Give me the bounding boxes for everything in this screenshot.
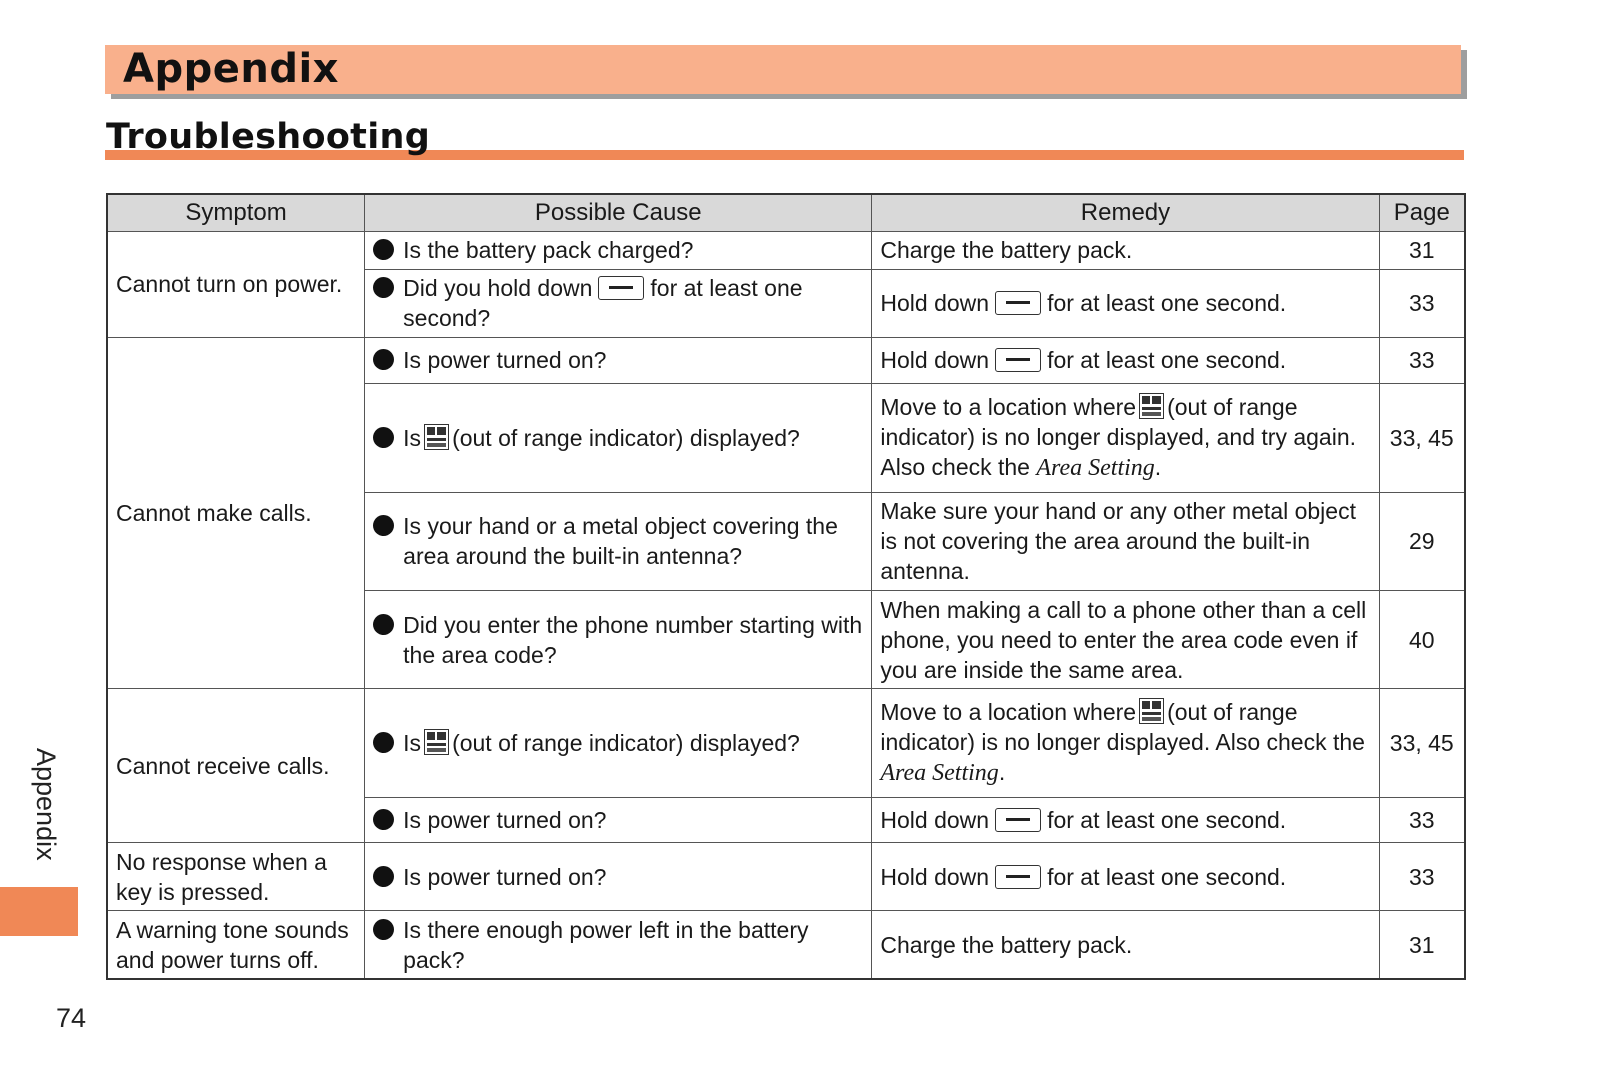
page-ref: 33 bbox=[1379, 797, 1465, 842]
remedy-cell: When making a call to a phone other than a cell phone, you need to enter the area code even if you are inside the same area. bbox=[872, 590, 1379, 688]
cause-cell bbox=[365, 797, 872, 842]
bullet-icon bbox=[373, 349, 394, 370]
page-ref: 31 bbox=[1379, 231, 1465, 269]
remedy-cell: Charge the battery pack. bbox=[872, 911, 1379, 979]
symptom-cell: Cannot make calls. bbox=[107, 337, 365, 688]
remedy-text: Move to a location where bbox=[880, 699, 1137, 726]
remedy-cell: Make sure your hand or any other metal object is not covering the area around the built-in antenna. bbox=[872, 492, 1379, 590]
end-key-icon bbox=[995, 808, 1041, 832]
side-section-label: Appendix bbox=[31, 748, 61, 861]
cause-text: Is the battery pack charged? bbox=[403, 237, 694, 264]
remedy-text: Move to a location where bbox=[880, 394, 1137, 421]
remedy-text-cont: for at least one second. bbox=[1047, 290, 1287, 317]
area-setting-ref: Area Setting bbox=[1036, 455, 1155, 482]
cause-text-cont: (out of range indicator) displayed? bbox=[452, 424, 800, 451]
page-ref: 29 bbox=[1379, 492, 1465, 590]
page-ref: 33, 45 bbox=[1379, 689, 1465, 797]
symptom-cell: Cannot turn on power. bbox=[107, 231, 365, 337]
cause-cell bbox=[365, 384, 872, 492]
cause-text: Is bbox=[403, 424, 422, 451]
column-header-cause: Possible Cause bbox=[365, 194, 872, 231]
remedy-text-cont: (out of range indicator) is no longer displayed, and try again. Also check the bbox=[880, 394, 1357, 481]
cause-cell bbox=[365, 231, 872, 269]
end-key-icon bbox=[995, 291, 1041, 315]
remedy-text: Hold down bbox=[880, 806, 990, 833]
cause-text: Did you hold down bbox=[403, 275, 593, 302]
cause-text: Is power turned on? bbox=[403, 347, 607, 374]
page-ref: 33, 45 bbox=[1379, 384, 1465, 492]
out-of-range-icon bbox=[424, 424, 449, 450]
remedy-cell: Charge the battery pack. bbox=[872, 231, 1379, 269]
bullet-icon bbox=[373, 732, 394, 753]
table-row bbox=[107, 842, 1465, 910]
table-row bbox=[107, 911, 1465, 979]
bullet-icon bbox=[373, 239, 394, 260]
column-header-remedy: Remedy bbox=[872, 194, 1379, 231]
troubleshooting-table bbox=[106, 193, 1466, 980]
symptom-cell: No response when a key is pressed. bbox=[107, 842, 365, 910]
page-ref: 33 bbox=[1379, 269, 1465, 337]
symptom-cell: Cannot receive calls. bbox=[107, 689, 365, 843]
cause-cell bbox=[365, 842, 872, 910]
remedy-cell bbox=[872, 337, 1379, 383]
cause-text: Did you enter the phone number starting with the area code? bbox=[403, 611, 863, 668]
bullet-icon bbox=[373, 515, 394, 536]
out-of-range-icon bbox=[1139, 393, 1164, 419]
remedy-text-cont: for at least one second. bbox=[1047, 347, 1287, 374]
bullet-icon bbox=[373, 866, 394, 887]
section-title: Troubleshooting bbox=[106, 117, 431, 157]
page-ref: 33 bbox=[1379, 842, 1465, 910]
remedy-text-cont: for at least one second. bbox=[1047, 806, 1287, 833]
cause-text: Is power turned on? bbox=[403, 863, 607, 890]
remedy-text-cont: (out of range indicator) is no longer displayed. Also check the bbox=[880, 699, 1365, 756]
cause-text: Is your hand or a metal object covering the area around the built-in antenna? bbox=[403, 513, 838, 570]
cause-cell bbox=[365, 911, 872, 979]
table-row bbox=[107, 231, 1465, 269]
cause-cell bbox=[365, 689, 872, 797]
remedy-cell bbox=[872, 842, 1379, 910]
page-ref: 31 bbox=[1379, 911, 1465, 979]
end-key-icon bbox=[995, 348, 1041, 372]
side-section-tab bbox=[0, 887, 78, 936]
remedy-text: Hold down bbox=[880, 863, 990, 890]
page-ref: 33 bbox=[1379, 337, 1465, 383]
table-row bbox=[107, 337, 1465, 383]
cause-text-cont: (out of range indicator) displayed? bbox=[452, 729, 800, 756]
bullet-icon bbox=[373, 614, 394, 635]
out-of-range-icon bbox=[424, 729, 449, 755]
remedy-text: Hold down bbox=[880, 290, 990, 317]
end-key-icon bbox=[995, 865, 1041, 889]
remedy-cell bbox=[872, 689, 1379, 797]
cause-cell bbox=[365, 269, 872, 337]
bullet-icon bbox=[373, 427, 394, 448]
remedy-cell bbox=[872, 797, 1379, 842]
cause-text: Is there enough power left in the battery pack? bbox=[403, 916, 809, 973]
end-key-icon bbox=[598, 276, 644, 300]
cause-text: Is bbox=[403, 729, 422, 756]
bullet-icon bbox=[373, 809, 394, 830]
remedy-text-end: . bbox=[998, 759, 1006, 786]
appendix-header-bar bbox=[105, 45, 1461, 94]
cause-cell bbox=[365, 590, 872, 688]
remedy-text: Hold down bbox=[880, 347, 990, 374]
out-of-range-icon bbox=[1139, 698, 1164, 724]
cause-text: Is power turned on? bbox=[403, 806, 607, 833]
cause-cell bbox=[365, 337, 872, 383]
remedy-text-end: . bbox=[1154, 454, 1162, 481]
table-row bbox=[107, 689, 1465, 797]
area-setting-ref: Area Setting bbox=[880, 760, 999, 787]
bullet-icon bbox=[373, 277, 394, 298]
symptom-cell: A warning tone sounds and power turns off. bbox=[107, 911, 365, 979]
column-header-page: Page bbox=[1379, 194, 1465, 231]
page-number: 74 bbox=[56, 1003, 87, 1033]
remedy-cell bbox=[872, 269, 1379, 337]
cause-cell bbox=[365, 492, 872, 590]
header-title: Appendix bbox=[123, 46, 339, 92]
column-header-symptom: Symptom bbox=[107, 194, 365, 231]
cause-text-cont: for at least one second? bbox=[403, 275, 803, 332]
table-header-row bbox=[107, 194, 1465, 231]
remedy-text-cont: for at least one second. bbox=[1047, 863, 1287, 890]
bullet-icon bbox=[373, 919, 394, 940]
remedy-cell bbox=[872, 384, 1379, 492]
page-ref: 40 bbox=[1379, 590, 1465, 688]
